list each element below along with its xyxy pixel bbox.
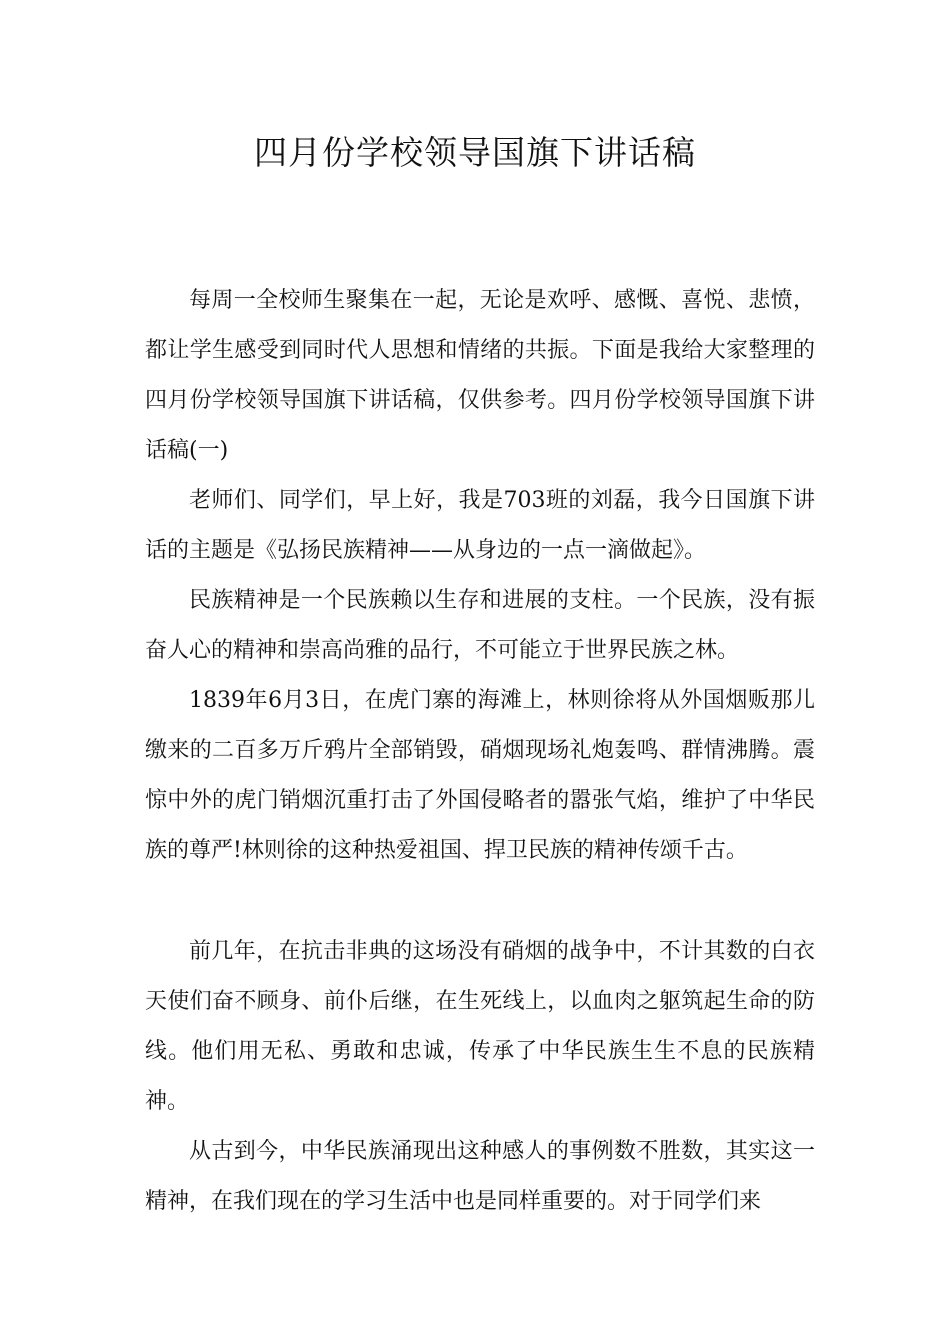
document-body (145, 276, 815, 1227)
paragraph-intro: 每周一全校师生聚集在一起，无论是欢呼、感慨、喜悦、悲愤，都让学生感受到同时代人思想和情绪的共振。下面是我给大家整理的四月份学校领导国旗下讲话稿，仅供参考。四月份学校领导国旗下讲话稿(一) (145, 288, 815, 463)
paragraph-greeting: 老师们、同学们，早上好，我是703班的刘磊，我今日国旗下讲话的主题是《弘扬民族精神——从身边的一点一滴做起》。 (145, 488, 815, 563)
paragraph-conclusion: 从古到今，中华民族涌现出这种感人的事例数不胜数，其实这一精神，在我们现在的学习生活中也是同样重要的。对于同学们来 (145, 1139, 815, 1214)
paragraph-humen-opium: 1839年6月3日，在虎门寨的海滩上，林则徐将从外国烟贩那儿缴来的二百多万斤鸦片全部销毁，硝烟现场礼炮轰鸣、群情沸腾。震惊中外的虎门销烟沉重打击了外国侵略者的嚣张气焰，维护了中华民族的尊严!林则徐的这种热爱祖国、捍卫民族的精神传颂千古。 (145, 688, 815, 863)
paragraph-sars: 前几年，在抗击非典的这场没有硝烟的战争中，不计其数的白衣天使们奋不顾身、前仆后继，在生死线上，以血肉之躯筑起生命的防线。他们用无私、勇敢和忠诚，传承了中华民族生生不息的民族精神。 (145, 939, 815, 1114)
document-title: 四月份学校领导国旗下讲话稿 (254, 133, 696, 172)
paragraph-spacer (145, 876, 815, 927)
paragraph-national-spirit: 民族精神是一个民族赖以生存和进展的支柱。一个民族，没有振奋人心的精神和崇高尚雅的品行，不可能立于世界民族之林。 (145, 588, 815, 663)
